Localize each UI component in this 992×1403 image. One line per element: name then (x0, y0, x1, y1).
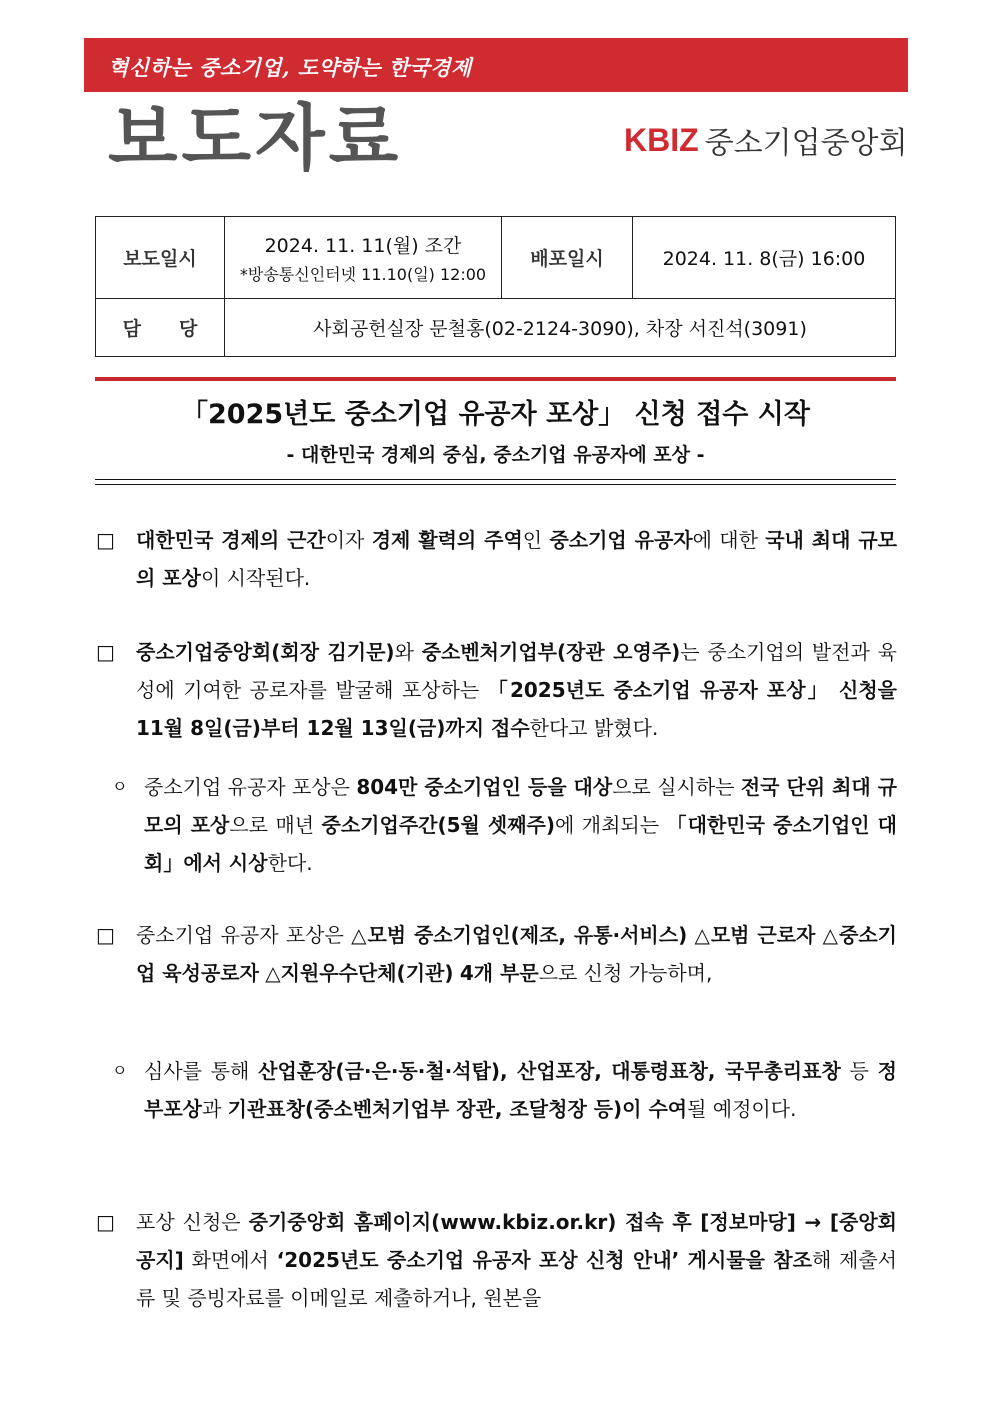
paragraph-4 (96, 1203, 897, 1317)
contact-value: 사회공헌실장 문철홍(02-2124-3090), 차장 서진석(3091) (225, 299, 896, 357)
paragraph-2 (96, 633, 897, 747)
logo-org-name: 중소기업중앙회 (704, 126, 908, 161)
circle-bullet: ㅇ (112, 777, 128, 796)
paragraph-3-sub (112, 1052, 897, 1128)
kbiz-logo (624, 120, 908, 160)
distribute-date-label: 배포일시 (502, 217, 633, 299)
release-date-value: 2024. 11. 11(월) 조간 (264, 234, 462, 257)
paragraph-3 (96, 916, 897, 992)
square-bullet: □ (96, 640, 115, 664)
square-bullet: □ (96, 1210, 115, 1234)
paragraph-3-sub-body: 심사를 통해 산업훈장(금·은·동·철·석탑), 산업포장, 대통령표창, 국무총리표창 등 정부포상과 기관표창(중소벤처기업부 장관, 조달청장 등)이 수여될 예정이다. (144, 1059, 897, 1121)
paragraph-2-body: 중소기업중앙회(회장 김기문)와 중소벤처기업부(장관 오영주)는 중소기업의 발전과 육성에 기여한 공로자를 발굴해 포상하는 「2025년도 중소기업 유공자 포상」 신청을 11월 8일(금)부터 12월 13일(금)까지 접수한다고 밝혔다. (136, 640, 897, 740)
paragraph-2-sub (112, 768, 897, 882)
paragraph-2-sub-body: 중소기업 유공자 포상은 804만 중소기업인 등을 대상으로 실시하는 전국 단위 최대 규모의 포상으로 매년 중소기업주간(5월 셋째주)에 개최되는 「대한민국 중소기업인 대회」에서 시상한다. (144, 775, 897, 875)
paragraph-1-body: 대한민국 경제의 근간이자 경제 활력의 주역인 중소기업 유공자에 대한 국내 최대 규모의 포상이 시작된다. (136, 528, 897, 590)
page-title: 보도자료 (108, 96, 403, 180)
red-divider (95, 377, 896, 381)
square-bullet: □ (96, 923, 115, 947)
slogan-text: 혁신하는 중소기업, 도약하는 한국경제 (108, 55, 472, 80)
square-bullet: □ (96, 528, 115, 552)
release-date-note: *방송통신인터넷 11.10(일) 12:00 (239, 264, 487, 284)
contact-label: 담 당 (96, 299, 225, 357)
release-date-cell (225, 217, 502, 299)
slogan-banner (84, 38, 908, 92)
subheadline: - 대한민국 경제의 중심, 중소기업 유공자에 포상 - (286, 444, 705, 466)
paragraph-3-body: 중소기업 유공자 포상은 △모범 중소기업인(제조, 유통·서비스) △모범 근로자 △중소기업 육성공로자 △지원우수단체(기관) 4개 부문으로 신청 가능하며, (136, 923, 897, 985)
paragraph-4-body: 포상 신청은 중기중앙회 홈페이지(www.kbiz.or.kr) 접속 후 [정보마당] → [중앙회 공지] 화면에서 ‘2025년도 중소기업 유공자 포상 신청 안내’ 게시물을 참조해 제출서류 및 증빙자료를 이메일로 제출하거나, 원본을 (136, 1210, 897, 1310)
release-info-table (95, 216, 896, 357)
paragraph-1 (96, 521, 897, 597)
headline: 「2025년도 중소기업 유공자 포상」 신청 접수 시작 (181, 399, 810, 430)
circle-bullet: ㅇ (112, 1061, 128, 1080)
distribute-date-value: 2024. 11. 8(금) 16:00 (633, 217, 896, 299)
release-date-label: 보도일시 (96, 217, 225, 299)
double-divider-top (95, 479, 896, 480)
double-divider-bottom (95, 484, 896, 485)
logo-brand: KBIZ (624, 121, 699, 158)
